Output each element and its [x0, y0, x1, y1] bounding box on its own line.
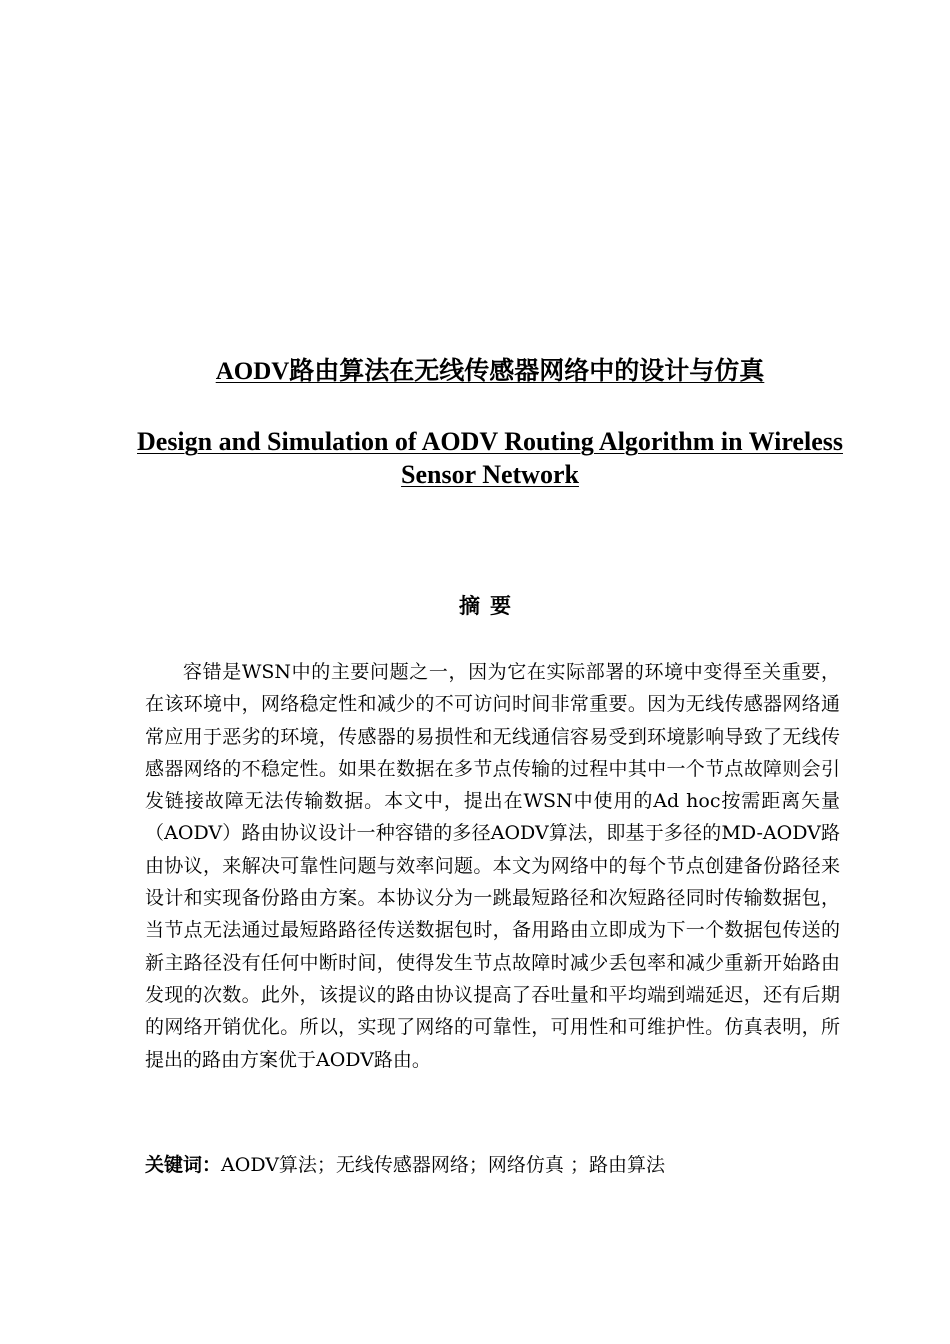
chinese-title: AODV路由算法在无线传感器网络中的设计与仿真 — [215, 358, 765, 385]
english-title: Design and Simulation of AODV Routing Algorithm in Wireless Sensor Network — [137, 427, 843, 489]
keywords-text: AODV算法；无线传感器网络；网络仿真 ；路由算法 — [221, 1154, 665, 1176]
abstract-body: 容错是WSN中的主要问题之一，因为它在实际部署的环境中变得至关重要，在该环境中，网络稳定性和减少的不可访问时间非常重要。因为无线传感器网络通常应用于恶劣的环境，传感器的易损性和无线通信容易受到环境影响导致了无线传感器网络的不稳定性。如果在数据在多节点传输的过程中其中一个节点故障则会引发链接故障无法传输数据。本文中，提出在WSN中使用的Ad hoc按需距离矢量（AODV）路由协议设计一种容错的多径AODV算法，即基于多径的MD-AODV路由协议，来解决可靠性问题与效率问题。本文为网络中的每个节点创建备份路径来设计和实现备份路由方案。本协议分为一跳最短路径和次短路径同时传输数据包，当节点无法通过最短路路径传送数据包时，备用路由立即成为下一个数据包传送的新主路径没有任何中断时间，使得发生节点故障时减少丢包率和减少重新开始路由发现的次数。此外，该提议的路由协议提高了吞吐量和平均端到端延迟，还有后期的网络开销优化。所以，实现了网络的可靠性，可用性和可维护性。仿真表明，所提出的路由方案优于AODV路由。 — [145, 661, 840, 1071]
abstract-heading: 摘要 — [459, 594, 521, 618]
keywords-line — [145, 1150, 840, 1180]
keywords-label: 关键词： — [145, 1154, 222, 1176]
